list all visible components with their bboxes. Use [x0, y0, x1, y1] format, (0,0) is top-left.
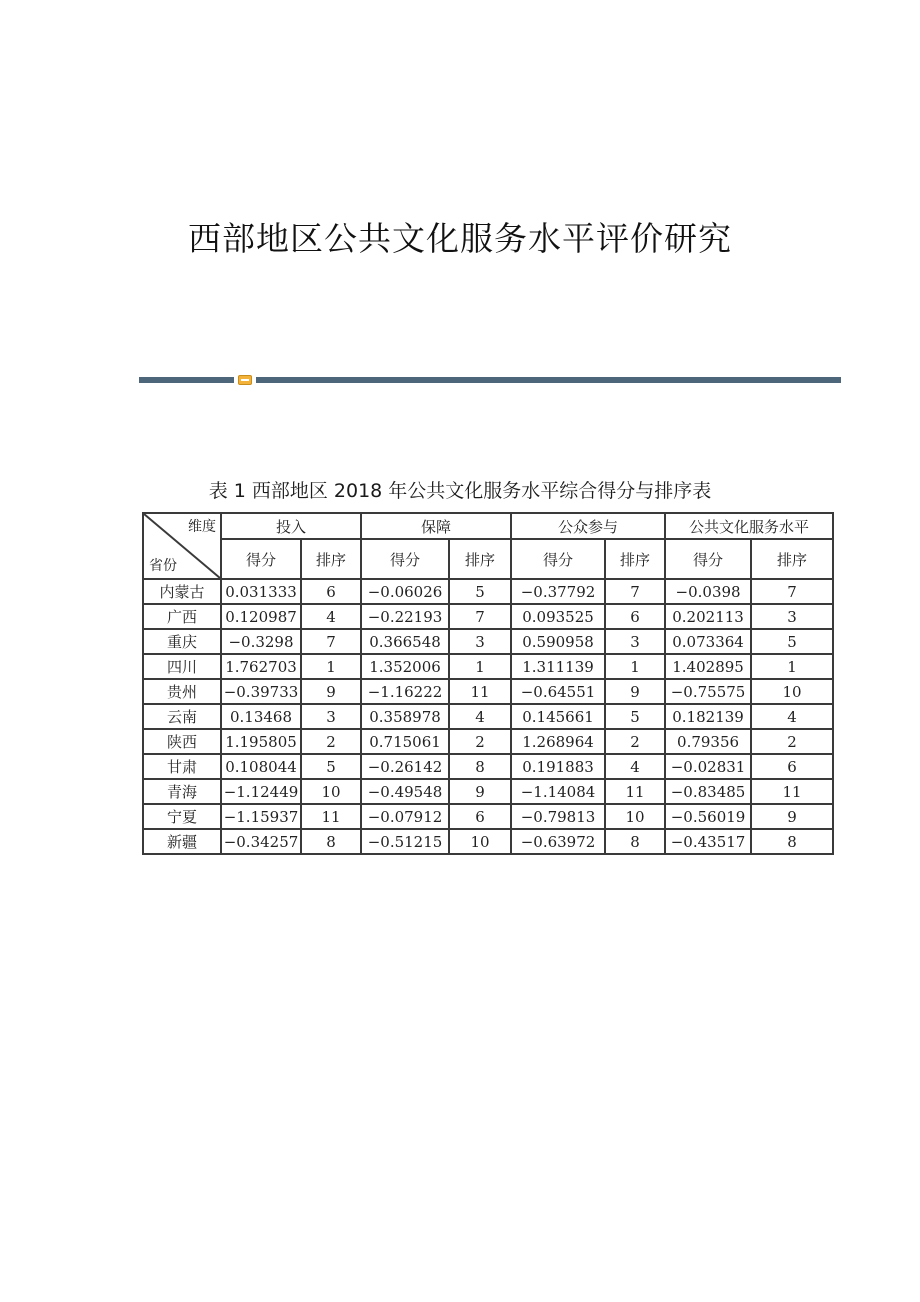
score-cell: −0.49548	[361, 779, 449, 804]
score-cell: 0.182139	[665, 704, 751, 729]
rank-cell: 11	[751, 779, 833, 804]
rank-cell: 8	[449, 754, 511, 779]
province-cell: 青海	[143, 779, 221, 804]
score-cell: −0.75575	[665, 679, 751, 704]
rank-cell: 3	[301, 704, 361, 729]
rank-cell: 1	[605, 654, 665, 679]
score-cell: 0.093525	[511, 604, 605, 629]
rank-cell: 2	[301, 729, 361, 754]
rank-cell: 2	[605, 729, 665, 754]
score-cell: −0.64551	[511, 679, 605, 704]
rank-cell: 11	[605, 779, 665, 804]
table-body	[143, 579, 833, 854]
score-cell: −0.56019	[665, 804, 751, 829]
score-cell: −1.12449	[221, 779, 301, 804]
table-row	[143, 729, 833, 754]
rank-cell: 1	[301, 654, 361, 679]
sub-header-rank: 排序	[751, 539, 833, 579]
score-cell: −0.79813	[511, 804, 605, 829]
rank-cell: 7	[751, 579, 833, 604]
province-cell: 新疆	[143, 829, 221, 854]
rank-cell: 4	[449, 704, 511, 729]
score-cell: 1.402895	[665, 654, 751, 679]
table-row	[143, 804, 833, 829]
rank-cell: 10	[751, 679, 833, 704]
score-cell: 0.145661	[511, 704, 605, 729]
rank-cell: 9	[751, 804, 833, 829]
score-cell: −0.07912	[361, 804, 449, 829]
table-row	[143, 629, 833, 654]
rank-cell: 10	[301, 779, 361, 804]
score-cell: −0.51215	[361, 829, 449, 854]
group-header-participation: 公众参与	[511, 513, 665, 539]
table-row	[143, 704, 833, 729]
score-cell: −0.06026	[361, 579, 449, 604]
rank-cell: 11	[449, 679, 511, 704]
rank-cell: 9	[605, 679, 665, 704]
divider-bar-left	[139, 377, 234, 383]
rank-cell: 2	[751, 729, 833, 754]
rank-cell: 7	[449, 604, 511, 629]
province-cell: 内蒙古	[143, 579, 221, 604]
table-sub-header-row	[143, 539, 833, 579]
rank-cell: 4	[605, 754, 665, 779]
rank-cell: 3	[449, 629, 511, 654]
rank-cell: 6	[301, 579, 361, 604]
group-header-service-level: 公共文化服务水平	[665, 513, 833, 539]
corner-header-cell	[143, 513, 221, 579]
table-row	[143, 579, 833, 604]
rank-cell: 4	[301, 604, 361, 629]
rank-cell: 5	[751, 629, 833, 654]
score-cell: −1.14084	[511, 779, 605, 804]
group-header-guarantee: 保障	[361, 513, 511, 539]
score-table	[142, 512, 834, 855]
score-cell: −0.37792	[511, 579, 605, 604]
score-cell: −0.26142	[361, 754, 449, 779]
score-cell: −0.43517	[665, 829, 751, 854]
sub-header-rank: 排序	[449, 539, 511, 579]
section-divider	[139, 375, 841, 385]
rank-cell: 3	[605, 629, 665, 654]
rank-cell: 3	[751, 604, 833, 629]
province-cell: 陕西	[143, 729, 221, 754]
rank-cell: 6	[605, 604, 665, 629]
rank-cell: 5	[301, 754, 361, 779]
score-cell: −0.83485	[665, 779, 751, 804]
score-cell: −0.0398	[665, 579, 751, 604]
sub-header-score: 得分	[511, 539, 605, 579]
province-cell: 云南	[143, 704, 221, 729]
rank-cell: 6	[751, 754, 833, 779]
score-cell: 0.191883	[511, 754, 605, 779]
rank-cell: 1	[449, 654, 511, 679]
score-cell: −0.34257	[221, 829, 301, 854]
table-row	[143, 654, 833, 679]
score-cell: 0.13468	[221, 704, 301, 729]
score-cell: 1.268964	[511, 729, 605, 754]
score-cell: −0.39733	[221, 679, 301, 704]
province-cell: 甘肃	[143, 754, 221, 779]
rank-cell: 9	[301, 679, 361, 704]
province-cell: 广西	[143, 604, 221, 629]
corner-label-province: 省份	[149, 558, 177, 574]
rank-cell: 11	[301, 804, 361, 829]
score-cell: 0.031333	[221, 579, 301, 604]
score-cell: 0.590958	[511, 629, 605, 654]
table-group-header-row	[143, 513, 833, 539]
score-cell: 0.79356	[665, 729, 751, 754]
rank-cell: 7	[605, 579, 665, 604]
score-cell: −1.16222	[361, 679, 449, 704]
score-cell: −1.15937	[221, 804, 301, 829]
score-cell: 0.073364	[665, 629, 751, 654]
table-row	[143, 604, 833, 629]
rank-cell: 5	[449, 579, 511, 604]
sub-header-rank: 排序	[605, 539, 665, 579]
score-cell: 0.202113	[665, 604, 751, 629]
rank-cell: 6	[449, 804, 511, 829]
corner-label-dimension: 维度	[188, 519, 216, 535]
score-cell: 1.762703	[221, 654, 301, 679]
score-cell: 0.358978	[361, 704, 449, 729]
rank-cell: 10	[605, 804, 665, 829]
score-cell: −0.22193	[361, 604, 449, 629]
table-row	[143, 679, 833, 704]
group-header-investment: 投入	[221, 513, 361, 539]
score-cell: 1.311139	[511, 654, 605, 679]
province-cell: 四川	[143, 654, 221, 679]
sub-header-score: 得分	[361, 539, 449, 579]
sub-header-score: 得分	[665, 539, 751, 579]
score-cell: 0.108044	[221, 754, 301, 779]
table-caption: 表 1 西部地区 2018 年公共文化服务水平综合得分与排序表	[208, 480, 712, 502]
rank-cell: 8	[605, 829, 665, 854]
table-row	[143, 829, 833, 854]
rank-cell: 8	[301, 829, 361, 854]
score-cell: −0.3298	[221, 629, 301, 654]
divider-bar-right	[256, 377, 841, 383]
score-cell: 1.195805	[221, 729, 301, 754]
table-row	[143, 754, 833, 779]
score-cell: −0.02831	[665, 754, 751, 779]
rank-cell: 9	[449, 779, 511, 804]
rank-cell: 4	[751, 704, 833, 729]
rank-cell: 7	[301, 629, 361, 654]
rank-cell: 5	[605, 704, 665, 729]
rank-cell: 2	[449, 729, 511, 754]
score-cell: −0.63972	[511, 829, 605, 854]
rank-cell: 8	[751, 829, 833, 854]
rank-cell: 1	[751, 654, 833, 679]
score-cell: 0.366548	[361, 629, 449, 654]
score-cell: 0.120987	[221, 604, 301, 629]
document-title: 西部地区公共文化服务水平评价研究	[188, 219, 732, 258]
score-cell: 0.715061	[361, 729, 449, 754]
score-cell: 1.352006	[361, 654, 449, 679]
sub-header-score: 得分	[221, 539, 301, 579]
table-row	[143, 779, 833, 804]
sub-header-rank: 排序	[301, 539, 361, 579]
province-cell: 宁夏	[143, 804, 221, 829]
divider-badge-icon	[238, 375, 252, 385]
province-cell: 贵州	[143, 679, 221, 704]
rank-cell: 10	[449, 829, 511, 854]
province-cell: 重庆	[143, 629, 221, 654]
